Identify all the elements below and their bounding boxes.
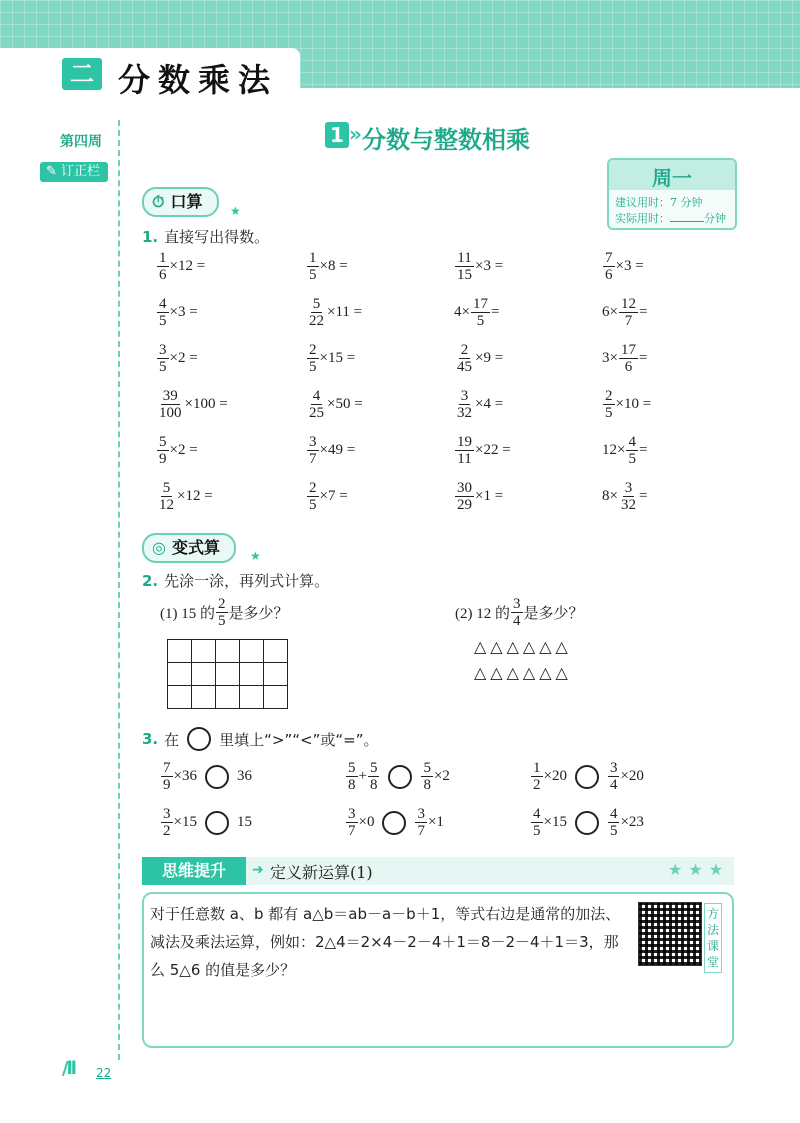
numerator: 3 bbox=[609, 760, 618, 776]
numerator: 4 bbox=[159, 296, 167, 312]
denominator: 8 bbox=[423, 777, 431, 793]
oral-problem bbox=[156, 388, 228, 421]
oral-problem bbox=[156, 342, 198, 375]
unit-title: 分数乘法 bbox=[118, 61, 279, 99]
grid-cell[interactable] bbox=[264, 640, 288, 663]
compare-item bbox=[530, 760, 644, 793]
problem-suffix: = bbox=[638, 442, 648, 458]
numerator: 5 bbox=[159, 434, 167, 450]
numerator: 12 bbox=[620, 296, 636, 312]
grid-cell[interactable] bbox=[216, 686, 240, 709]
numerator: 3 bbox=[348, 806, 356, 822]
grid-cell[interactable] bbox=[264, 663, 288, 686]
problem-suffix: ×49 = bbox=[319, 442, 356, 458]
fraction bbox=[161, 760, 173, 793]
question-3-number: 3. bbox=[142, 730, 159, 748]
fraction bbox=[531, 806, 543, 839]
grid-cell[interactable] bbox=[240, 686, 264, 709]
denominator: 45 bbox=[457, 359, 472, 375]
numerator: 30 bbox=[457, 480, 472, 496]
numerator: 17 bbox=[620, 342, 636, 358]
part-2-prefix: (2) 12 的 bbox=[455, 606, 510, 622]
triangle-row[interactable]: △△△△△△ bbox=[474, 663, 572, 682]
grid-cell[interactable] bbox=[192, 686, 216, 709]
problem-suffix: ×15 = bbox=[319, 350, 356, 366]
question-1 bbox=[142, 226, 269, 247]
question-2-number: 2. bbox=[142, 572, 159, 590]
denominator: 29 bbox=[457, 497, 472, 513]
fraction bbox=[619, 296, 638, 329]
page-number: 22 bbox=[96, 1066, 112, 1080]
compare-item bbox=[160, 760, 252, 793]
denominator: 2 bbox=[533, 777, 541, 793]
unit-number: 二 bbox=[62, 58, 102, 90]
problem-prefix: 3× bbox=[602, 350, 618, 366]
problem-prefix: 6× bbox=[602, 304, 618, 320]
grid-cell[interactable] bbox=[264, 686, 288, 709]
question-2-text: 先涂一涂，再列式计算。 bbox=[164, 572, 330, 590]
oral-problem bbox=[602, 434, 647, 467]
problem-suffix: ×100 = bbox=[184, 396, 228, 412]
arrow-right-icon: ➜ bbox=[252, 862, 264, 878]
question-1-number: 1. bbox=[142, 228, 159, 246]
numerator: 2 bbox=[605, 388, 613, 404]
fraction bbox=[603, 250, 615, 283]
operator: ×15 bbox=[173, 814, 197, 830]
numerator: 39 bbox=[162, 388, 178, 404]
problem-suffix: ×1 = bbox=[475, 488, 504, 504]
oral-problem bbox=[306, 480, 348, 513]
numerator: 2 bbox=[309, 480, 317, 496]
operator: ×20 bbox=[543, 768, 567, 784]
numerator: 4 bbox=[609, 806, 618, 822]
right-value: 15 bbox=[236, 814, 252, 830]
numerator: 2 bbox=[460, 342, 469, 358]
denominator: 5 bbox=[159, 313, 167, 329]
oral-problem bbox=[454, 342, 503, 375]
part-1-suffix: 是多少？ bbox=[228, 606, 289, 622]
correction-tag bbox=[40, 162, 108, 182]
oral-problem bbox=[306, 296, 362, 329]
operator: ×1 bbox=[427, 814, 444, 830]
fraction bbox=[455, 434, 474, 467]
lesson-title: 分数与整数相乘 bbox=[362, 126, 530, 154]
fraction bbox=[455, 342, 474, 375]
oral-problem bbox=[306, 342, 355, 375]
oral-label-text: 口算 bbox=[170, 192, 203, 211]
fraction bbox=[471, 296, 490, 329]
question-1-text: 直接写出得数。 bbox=[164, 228, 270, 246]
question-2 bbox=[142, 570, 329, 591]
fraction bbox=[619, 480, 638, 513]
part-1-prefix: (1) 15 的 bbox=[160, 606, 215, 622]
answer-circle[interactable] bbox=[382, 811, 406, 835]
fraction bbox=[157, 342, 169, 375]
denominator: 5 bbox=[628, 451, 636, 467]
fraction bbox=[346, 806, 358, 839]
fraction bbox=[455, 480, 474, 513]
actual-time-unit: 分钟 bbox=[704, 212, 726, 225]
denominator: 8 bbox=[369, 777, 378, 793]
oral-problem bbox=[602, 480, 647, 513]
operator: ×23 bbox=[620, 814, 644, 830]
numerator: 5 bbox=[312, 296, 321, 312]
denominator: 7 bbox=[309, 451, 317, 467]
oral-problem bbox=[454, 250, 503, 283]
method-classroom-label: 方法课堂 bbox=[704, 903, 722, 973]
fraction bbox=[157, 388, 184, 421]
denominator: 4 bbox=[609, 777, 618, 793]
numerator: 3 bbox=[417, 806, 425, 822]
denominator: 5 bbox=[533, 823, 541, 839]
denominator: 2 bbox=[163, 823, 171, 839]
denominator: 7 bbox=[417, 823, 425, 839]
fraction bbox=[157, 296, 169, 329]
star-icon: ★ bbox=[230, 204, 241, 218]
numerator: 1 bbox=[309, 250, 317, 266]
stopwatch-icon: ⏱ bbox=[152, 192, 165, 211]
problem-suffix: ×3 = bbox=[475, 258, 504, 274]
denominator: 100 bbox=[159, 405, 182, 421]
numerator: 19 bbox=[457, 434, 472, 450]
fraction bbox=[157, 434, 169, 467]
coloring-grid bbox=[167, 639, 288, 709]
grid-cell[interactable] bbox=[168, 640, 192, 663]
actual-time-blank[interactable] bbox=[670, 221, 704, 222]
fraction bbox=[346, 760, 358, 793]
circle-icon bbox=[187, 727, 211, 751]
part-1-prompt bbox=[160, 596, 289, 629]
denominator: 9 bbox=[163, 777, 171, 793]
lesson-number: 1 bbox=[325, 122, 349, 148]
denominator: 25 bbox=[309, 405, 324, 421]
week-label: 第四周 bbox=[60, 134, 102, 150]
fraction bbox=[368, 760, 380, 793]
thinking-label: 思维提升 bbox=[142, 857, 246, 885]
numerator: 2 bbox=[218, 596, 226, 612]
problem-prefix: 12× bbox=[602, 442, 626, 458]
grid-cell[interactable] bbox=[192, 663, 216, 686]
operator: ×15 bbox=[543, 814, 567, 830]
problem-suffix: ×3 = bbox=[169, 304, 198, 320]
question-3-post: 里填上“>”“<”或“=”。 bbox=[219, 730, 379, 749]
denominator: 32 bbox=[457, 405, 472, 421]
oral-problem bbox=[156, 296, 198, 329]
fraction bbox=[619, 342, 638, 375]
problem-suffix: ×4 = bbox=[475, 396, 504, 412]
fraction bbox=[307, 296, 326, 329]
oral-problem bbox=[156, 480, 213, 513]
fraction bbox=[608, 760, 620, 793]
fraction bbox=[455, 388, 474, 421]
fraction bbox=[307, 480, 319, 513]
operator: ×2 bbox=[433, 768, 450, 784]
oral-problems bbox=[156, 250, 716, 520]
denominator: 6 bbox=[159, 267, 167, 283]
numerator: 4 bbox=[312, 388, 321, 404]
denominator: 5 bbox=[609, 823, 618, 839]
day-box bbox=[607, 158, 737, 230]
denominator: 5 bbox=[309, 497, 317, 513]
fraction bbox=[161, 806, 173, 839]
oral-problem bbox=[602, 388, 651, 421]
numerator: 2 bbox=[309, 342, 317, 358]
denominator: 6 bbox=[605, 267, 613, 283]
chevron-right-icon: » bbox=[349, 122, 362, 146]
grid-cell[interactable] bbox=[240, 663, 264, 686]
numerator: 11 bbox=[457, 250, 472, 266]
denominator: 5 bbox=[309, 359, 317, 375]
header-underlay bbox=[300, 88, 800, 100]
books-icon: /ll bbox=[62, 1058, 75, 1079]
compare-item bbox=[160, 806, 252, 839]
problem-suffix: ×12 = bbox=[169, 258, 206, 274]
denominator: 5 bbox=[309, 267, 317, 283]
problem-prefix: 8× bbox=[602, 488, 618, 504]
oral-problem bbox=[454, 480, 503, 513]
fraction bbox=[603, 388, 615, 421]
fraction bbox=[307, 250, 319, 283]
fraction bbox=[511, 596, 523, 629]
oral-problem bbox=[602, 342, 647, 375]
denominator: 15 bbox=[457, 267, 472, 283]
operator: + bbox=[358, 768, 367, 784]
operator: ×0 bbox=[358, 814, 375, 830]
problem-suffix: ×8 = bbox=[319, 258, 348, 274]
question-3 bbox=[142, 727, 379, 751]
star-icon: ★ bbox=[250, 549, 261, 563]
numerator: 5 bbox=[423, 760, 431, 776]
denominator: 5 bbox=[218, 613, 226, 629]
numerator: 1 bbox=[159, 250, 167, 266]
numerator: 4 bbox=[628, 434, 636, 450]
thinking-topic: 定义新运算(1) bbox=[270, 863, 373, 882]
oral-problem bbox=[454, 388, 503, 421]
fraction bbox=[626, 434, 638, 467]
grid-cell[interactable] bbox=[168, 663, 192, 686]
numerator: 1 bbox=[533, 760, 541, 776]
numerator: 3 bbox=[460, 388, 469, 404]
grid-cell[interactable] bbox=[240, 640, 264, 663]
fraction bbox=[421, 760, 433, 793]
denominator: 5 bbox=[605, 405, 613, 421]
denominator: 4 bbox=[513, 613, 521, 629]
compare-item bbox=[345, 806, 444, 839]
numerator: 7 bbox=[605, 250, 613, 266]
thinking-problem-text: 对于任意数 a、b 都有 a△b＝ab－a－b＋1，等式右边是通常的加法、减法及乘法运算，例如：2△4＝2×4－2－4＋1＝8－2－4＋1＝3，那么 5△6 的值是多少？ bbox=[150, 905, 621, 979]
denominator: 7 bbox=[624, 313, 633, 329]
problem-suffix: ×11 = bbox=[327, 304, 363, 320]
denominator: 11 bbox=[457, 451, 472, 467]
fraction bbox=[307, 434, 319, 467]
oral-section-label bbox=[142, 187, 219, 217]
denominator: 7 bbox=[348, 823, 356, 839]
denominator: 5 bbox=[159, 359, 167, 375]
numerator: 3 bbox=[624, 480, 633, 496]
part-2-prompt bbox=[455, 596, 584, 629]
numerator: 3 bbox=[513, 596, 521, 612]
correction-label: 订正栏 bbox=[61, 164, 101, 179]
answer-circle[interactable] bbox=[575, 811, 599, 835]
actual-time bbox=[615, 210, 726, 226]
oral-problem bbox=[306, 434, 355, 467]
target-icon: ◎ bbox=[152, 538, 166, 557]
problem-suffix: ×50 = bbox=[327, 396, 363, 412]
problem-suffix: = bbox=[638, 488, 648, 504]
fraction bbox=[307, 388, 326, 421]
fraction bbox=[307, 342, 319, 375]
margin-divider bbox=[118, 120, 120, 1060]
problem-suffix: ×9 = bbox=[475, 350, 504, 366]
denominator: 12 bbox=[159, 497, 174, 513]
fraction bbox=[531, 760, 543, 793]
denominator: 6 bbox=[624, 359, 633, 375]
grid-cell[interactable] bbox=[216, 640, 240, 663]
problem-suffix: = bbox=[490, 304, 500, 320]
fraction bbox=[415, 806, 427, 839]
numerator: 5 bbox=[369, 760, 378, 776]
suggested-time: 建议用时：7 分钟 bbox=[615, 196, 703, 209]
numerator: 3 bbox=[309, 434, 317, 450]
actual-time-label: 实际用时： bbox=[615, 212, 670, 225]
fraction bbox=[157, 480, 176, 513]
oral-problem bbox=[454, 296, 499, 329]
denominator: 5 bbox=[476, 313, 485, 329]
compare-item bbox=[530, 806, 644, 839]
numerator: 4 bbox=[533, 806, 541, 822]
problem-suffix: ×3 = bbox=[615, 258, 644, 274]
problem-suffix: ×10 = bbox=[615, 396, 652, 412]
denominator: 22 bbox=[309, 313, 324, 329]
compare-item bbox=[345, 760, 450, 793]
oral-problem bbox=[156, 250, 205, 283]
problem-suffix: ×2 = bbox=[169, 442, 198, 458]
numerator: 17 bbox=[472, 296, 488, 312]
oral-problem bbox=[306, 388, 363, 421]
problem-suffix: ×22 = bbox=[475, 442, 511, 458]
denominator: 32 bbox=[620, 497, 636, 513]
problem-suffix: ×2 = bbox=[169, 350, 198, 366]
denominator: 8 bbox=[348, 777, 356, 793]
grid-cell[interactable] bbox=[192, 640, 216, 663]
pencil-icon: ✎ bbox=[46, 164, 57, 179]
answer-circle[interactable] bbox=[575, 765, 599, 789]
qr-code-icon[interactable] bbox=[638, 902, 702, 966]
question-3-pre: 在 bbox=[164, 730, 180, 749]
numerator: 5 bbox=[162, 480, 171, 496]
answer-circle[interactable] bbox=[205, 765, 229, 789]
numerator: 3 bbox=[159, 342, 167, 358]
fraction bbox=[455, 250, 474, 283]
day-name: 周一 bbox=[652, 166, 692, 190]
answer-circle[interactable] bbox=[388, 765, 412, 789]
oral-problem bbox=[306, 250, 348, 283]
operator: ×36 bbox=[173, 768, 197, 784]
fraction bbox=[216, 596, 228, 629]
part-2-suffix: 是多少？ bbox=[523, 606, 584, 622]
fraction bbox=[157, 250, 169, 283]
operator: ×20 bbox=[620, 768, 644, 784]
grid-cell[interactable] bbox=[216, 663, 240, 686]
problem-suffix: = bbox=[638, 304, 648, 320]
numerator: 3 bbox=[163, 806, 171, 822]
denominator: 9 bbox=[159, 451, 167, 467]
oral-problem bbox=[602, 296, 647, 329]
grid-cell[interactable] bbox=[168, 686, 192, 709]
difficulty-stars: ★★★ bbox=[668, 860, 730, 879]
problem-suffix: ×7 = bbox=[319, 488, 348, 504]
variant-section-label bbox=[142, 533, 236, 563]
triangle-row[interactable]: △△△△△△ bbox=[474, 637, 572, 656]
oral-problem bbox=[156, 434, 198, 467]
right-value: 36 bbox=[236, 768, 252, 784]
numerator: 5 bbox=[348, 760, 356, 776]
numerator: 7 bbox=[163, 760, 171, 776]
variant-label-text: 变式算 bbox=[171, 538, 220, 557]
problem-prefix: 4× bbox=[454, 304, 470, 320]
oral-problem bbox=[602, 250, 644, 283]
oral-problem bbox=[454, 434, 511, 467]
fraction bbox=[608, 806, 620, 839]
answer-circle[interactable] bbox=[205, 811, 229, 835]
problem-suffix: ×12 = bbox=[177, 488, 213, 504]
problem-suffix: = bbox=[638, 350, 648, 366]
